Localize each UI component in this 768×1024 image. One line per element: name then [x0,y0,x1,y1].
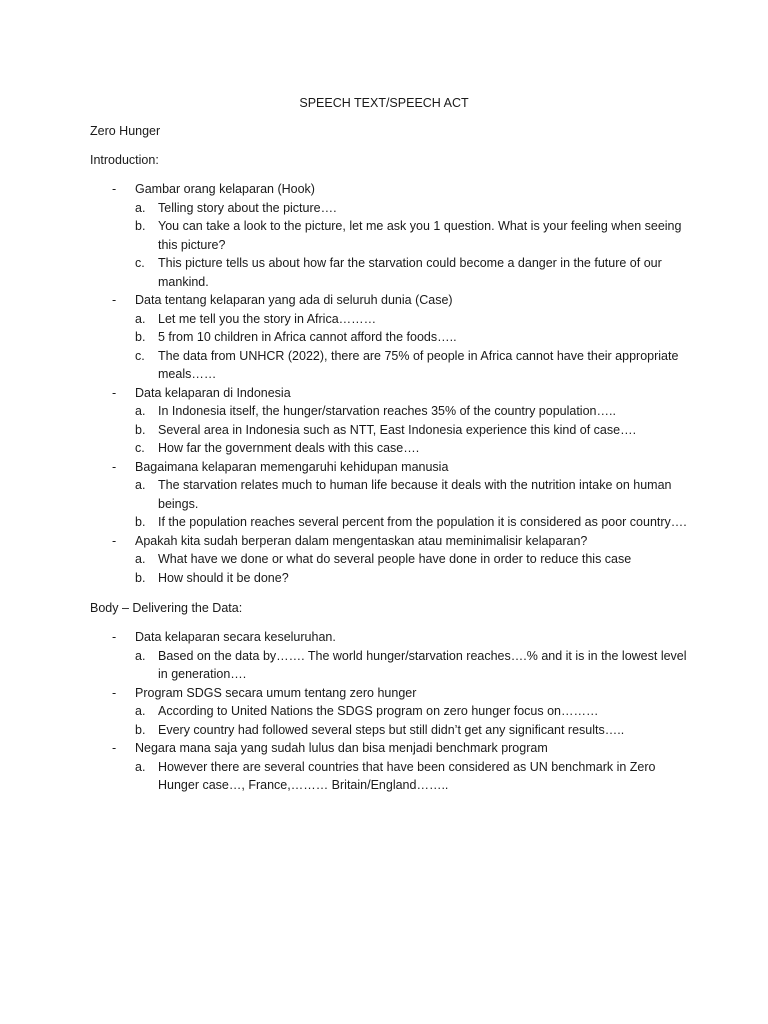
document-title: SPEECH TEXT/SPEECH ACT [299,96,469,110]
dash-bullet-icon: - [112,630,117,644]
sub-list [135,647,690,684]
list-item-text: Data kelaparan secara keseluruhan. [135,630,336,644]
sub-item-text: Let me tell you the story in Africa……… [158,311,377,326]
list-item [90,180,690,291]
sub-list [135,402,690,458]
list-item [90,684,690,740]
list-item-text: Program SDGS secara umum tentang zero hunger [135,685,417,700]
sub-item-text: The data from UNHCR (2022), there are 75% of people in Africa cannot have their appropriate meals…… [158,348,679,381]
sub-list-item [135,513,690,532]
list-item-text: Negara mana saja yang sudah lulus dan bisa menjadi benchmark program [135,741,548,755]
bullet-list [90,628,690,795]
sub-list-item [135,647,690,684]
sub-list-item [135,217,690,254]
list-item-text: Gambar orang kelaparan (Hook) [135,182,315,196]
sub-item-text: However there are several countries that have been considered as UN benchmark in Zero Hunger case…, France,……… Britain/England…….. [158,759,656,792]
sub-item-text: Based on the data by……. The world hunger/starvation reaches….% and it is in the lowest level in generation…. [158,648,687,681]
document-body [90,122,690,807]
section-heading: Introduction: [90,153,159,167]
sub-item-marker: b. [135,722,146,737]
list-item [90,628,690,684]
sub-item-text: In Indonesia itself, the hunger/starvation reaches 35% of the country population….. [158,404,616,418]
sub-item-marker: a. [135,552,146,566]
dash-bullet-icon: - [112,385,117,400]
sub-item-text: 5 from 10 children in Africa cannot afford the foods….. [158,330,457,344]
sub-item-marker: a. [135,759,146,774]
list-item-text: Data kelaparan di Indonesia [135,385,291,400]
list-item [90,384,690,458]
sub-item-text: Several area in Indonesia such as NTT, East Indonesia experience this kind of case…. [158,422,637,437]
sub-list [135,476,690,532]
sub-list-item [135,550,690,569]
dash-bullet-icon: - [112,533,117,548]
sub-list [135,310,690,384]
sub-item-marker: c. [135,256,145,270]
sub-item-text: If the population reaches several percent from the population it is considered as poor country…. [158,515,687,529]
sub-list-item [135,421,690,440]
sub-item-marker: b. [135,422,146,437]
sub-item-marker: b. [135,330,146,344]
sub-item-marker: a. [135,311,146,326]
sub-list-item [135,476,690,513]
sub-list-item [135,439,690,458]
sub-item-text: Every country had followed several steps but still didn’t get any significant results….. [158,722,625,737]
sub-item-marker: b. [135,515,146,529]
sub-item-marker: a. [135,704,146,718]
sub-list-item [135,758,690,795]
sub-list-item [135,569,690,588]
bullet-list [90,180,690,587]
sub-item-marker: c. [135,348,145,363]
sub-list [135,702,690,739]
list-item-text: Data tentang kelaparan yang ada di seluruh dunia (Case) [135,293,453,307]
dash-bullet-icon: - [112,741,117,755]
sub-item-marker: a. [135,648,146,663]
sub-list [135,550,690,587]
sub-list [135,758,690,795]
sub-list-item [135,199,690,218]
sub-item-marker: c. [135,441,145,455]
sub-item-text: What have we done or what do several people have done in order to reduce this case [158,552,632,566]
dash-bullet-icon: - [112,182,117,196]
sub-item-text: How far the government deals with this case…. [158,441,420,455]
dash-bullet-icon: - [112,293,117,307]
sub-item-marker: a. [135,404,146,418]
sub-list-item [135,702,690,721]
list-item [90,291,690,384]
list-item [90,532,690,588]
sub-item-marker: b. [135,570,146,585]
dash-bullet-icon: - [112,459,117,474]
sub-item-text: You can take a look to the picture, let me ask you 1 question. What is your feeling when seeing this picture? [158,219,682,252]
sub-list-item [135,402,690,421]
sub-item-text: Telling story about the picture…. [158,200,337,215]
sub-item-text: This picture tells us about how far the starvation could become a danger in the future of our mankind. [158,256,662,289]
sub-list-item [135,721,690,740]
sub-item-marker: a. [135,478,146,492]
sub-item-text: According to United Nations the SDGS program on zero hunger focus on……… [158,704,599,718]
sub-item-text: The starvation relates much to human life because it deals with the nutrition intake on human beings. [158,478,672,511]
sub-item-marker: b. [135,219,146,233]
list-item [90,458,690,532]
sub-list-item [135,347,690,384]
sub-item-text: How should it be done? [158,570,289,585]
sub-list-item [135,254,690,291]
topic-heading: Zero Hunger [90,124,161,138]
sub-item-marker: a. [135,200,146,215]
section-heading: Body – Delivering the Data: [90,601,243,615]
sub-list [135,199,690,292]
dash-bullet-icon: - [112,685,117,700]
list-item [90,739,690,795]
list-item-text: Apakah kita sudah berperan dalam mengentaskan atau meminimalisir kelaparan? [135,533,588,548]
sub-list-item [135,310,690,329]
sub-list-item [135,328,690,347]
list-item-text: Bagaimana kelaparan memengaruhi kehidupan manusia [135,459,449,474]
